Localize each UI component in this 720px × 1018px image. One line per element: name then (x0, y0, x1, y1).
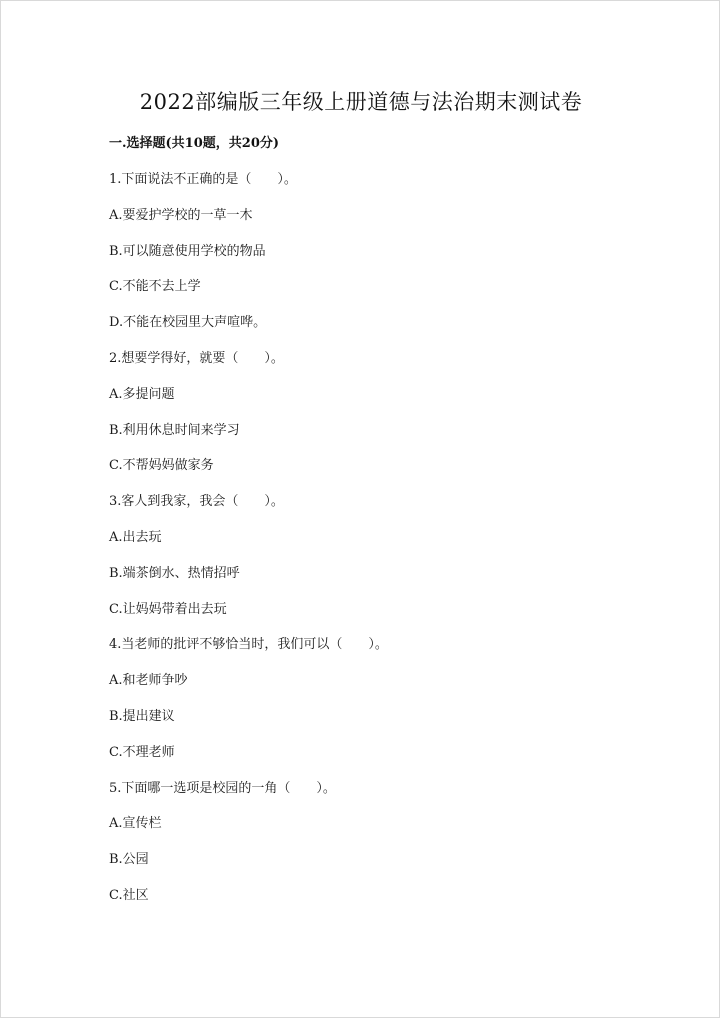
question-1-option-a: A.要爱护学校的一草一木 (109, 207, 253, 223)
question-1-option-b: B.可以随意使用学校的物品 (109, 243, 266, 259)
question-2-option-b: B.利用休息时间来学习 (109, 422, 240, 438)
question-4-stem: 4.当老师的批评不够恰当时，我们可以（ ）。 (109, 637, 388, 653)
question-4-option-c: C.不理老师 (109, 744, 175, 760)
document-title: 2022部编版三年级上册道德与法治期末测试卷 (139, 90, 583, 114)
question-5-option-b: B.公园 (109, 852, 149, 868)
question-list (109, 170, 669, 922)
question-3-option-a: A.出去玩 (109, 529, 162, 545)
question-4-option-a: A.和老师争吵 (109, 673, 188, 689)
question-1-option-c: C.不能不去上学 (109, 279, 201, 295)
question-2-option-c: C.不帮妈妈做家务 (109, 458, 214, 474)
question-1-option-d: D.不能在校园里大声喧哗。 (109, 315, 267, 331)
question-1-stem: 1.下面说法不正确的是（ ）。 (109, 172, 297, 187)
question-3-option-c: C.让妈妈带着出去玩 (109, 601, 227, 617)
question-5-option-c: C.社区 (109, 887, 149, 903)
section-heading: 一.选择题(共10题，共20分) (109, 136, 280, 151)
question-5-option-a: A.宣传栏 (109, 816, 162, 832)
question-2-stem: 2.想要学得好，就要（ ）。 (109, 350, 284, 366)
question-2-option-a: A.多提问题 (109, 386, 175, 402)
question-3-option-b: B.端茶倒水、热情招呼 (109, 565, 240, 581)
question-3-stem: 3.客人到我家，我会（ ）。 (109, 494, 284, 510)
question-4-option-b: B.提出建议 (109, 708, 175, 724)
question-5-stem: 5.下面哪一选项是校园的一角（ ）。 (109, 780, 336, 796)
